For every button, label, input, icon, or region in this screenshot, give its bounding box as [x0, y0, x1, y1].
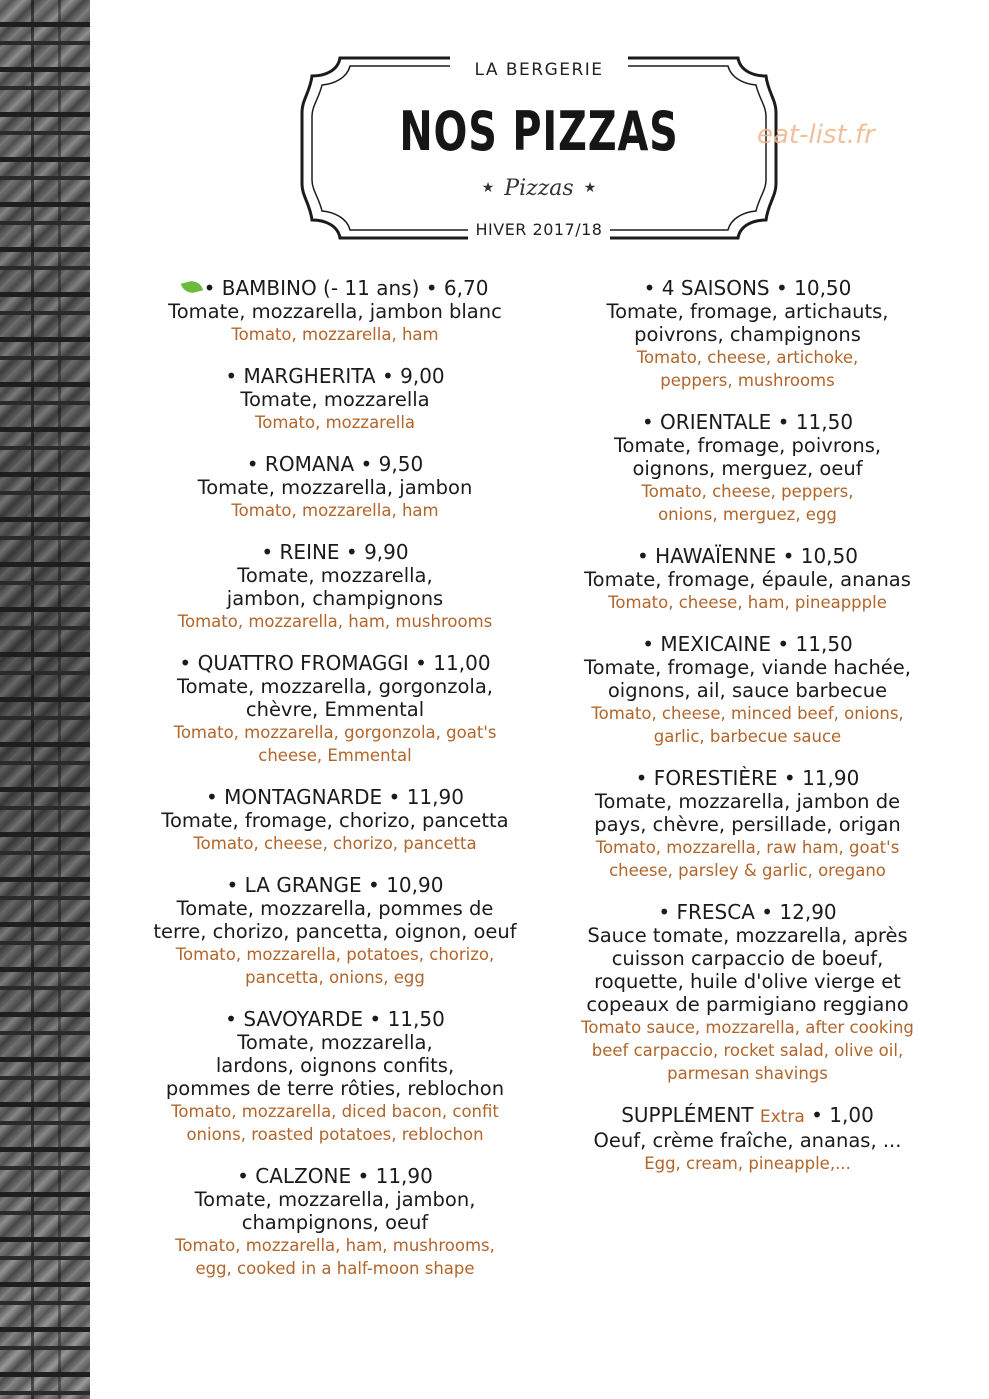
menu-item [140, 1007, 530, 1146]
menu-item [555, 410, 940, 526]
menu-item-description: oignons, merguez, oeuf [632, 457, 863, 480]
menu-item-description: Tomate, mozzarella, jambon de [594, 790, 901, 813]
menu-item-name [140, 276, 530, 300]
menu-item-title: • BAMBINO (- 11 ans) • 6,70 [203, 276, 489, 300]
menu-item-name [555, 544, 940, 568]
menu-item-description: Sauce tomate, mozzarella, après [587, 924, 908, 947]
menu-item-translation: Tomato, mozzarella, potatoes, chorizo, [175, 945, 495, 964]
menu-item-title: • CALZONE • 11,90 [237, 1164, 433, 1188]
supplement-extra: Extra [759, 1107, 805, 1127]
menu-item [140, 452, 530, 522]
menu-item-name [140, 1164, 530, 1188]
menu-item-translation: Tomato, cheese, ham, pineappple [608, 593, 887, 612]
menu-item-title: • MONTAGNARDE • 11,90 [206, 785, 464, 809]
menu-item-description: chèvre, Emmental [245, 698, 425, 721]
menu-item-name [555, 410, 940, 434]
restaurant-name: LA BERGERIE [474, 60, 604, 80]
star-icon: ★ [583, 180, 597, 196]
menu-item-description: copeaux de parmigiano reggiano [586, 993, 909, 1016]
menu-item-translation: Tomato, mozzarella, ham [231, 501, 439, 520]
menu-item-description: Tomate, mozzarella, jambon [197, 476, 473, 499]
leaf-icon [180, 279, 202, 296]
menu-item-description: Tomate, mozzarella, [237, 1031, 433, 1054]
menu-item-description: Tomate, mozzarella [240, 388, 430, 411]
menu-item-name [140, 540, 530, 564]
menu-item-name [555, 900, 940, 924]
menu-item-name [140, 785, 530, 809]
menu-item-description: jambon, champignons [226, 587, 444, 610]
menu-item-translation: Tomato, mozzarella, raw ham, goat's [595, 838, 900, 857]
menu-item-translation: Tomato, mozzarella, gorgonzola, goat's [173, 723, 497, 742]
menu-item-name [140, 651, 530, 675]
menu-item [140, 364, 530, 434]
season-label: HIVER 2017/18 [475, 220, 603, 239]
menu-item-translation: cheese, Emmental [258, 746, 412, 765]
menu-item-title: • ORIENTALE • 11,50 [641, 410, 854, 434]
menu-item-description: cuisson carpaccio de boeuf, [611, 947, 884, 970]
menu-item-translation: egg, cooked in a half-moon shape [195, 1259, 475, 1278]
menu-item-name [555, 632, 940, 656]
menu-item-translation: Tomato, cheese, peppers, [641, 482, 854, 501]
menu-item-title: • REINE • 9,90 [261, 540, 409, 564]
menu-item-description: poivrons, champignons [634, 323, 861, 346]
menu-item-translation: pancetta, onions, egg [245, 968, 425, 987]
menu-item-description: terre, chorizo, pancetta, oignon, oeuf [153, 920, 517, 943]
menu-item-translation: beef carpaccio, rocket salad, olive oil, [591, 1041, 904, 1060]
menu-item-title: • HAWAÏENNE • 10,50 [636, 544, 858, 568]
menu-item [140, 873, 530, 989]
menu-item [140, 1164, 530, 1280]
menu-item-description: pays, chèvre, persillade, origan [594, 813, 901, 836]
supplement-label: SUPPLÉMENT [621, 1103, 754, 1127]
menu-item-translation: Tomato, mozzarella, ham [231, 325, 439, 344]
menu-item-name [555, 276, 940, 300]
menu-item-translation: Tomato, mozzarella, diced bacon, confit [171, 1102, 499, 1121]
menu-item-translation: parmesan shavings [667, 1064, 828, 1083]
script-label: Pizzas [504, 176, 574, 201]
supplement-translation: Egg, cream, pineapple,... [644, 1154, 851, 1173]
menu-item-description: oignons, ail, sauce barbecue [607, 679, 888, 702]
menu-item-title: • MARGHERITA • 9,00 [225, 364, 445, 388]
menu-item-description: Tomate, mozzarella, jambon blanc [168, 300, 502, 323]
menu-item-translation: garlic, barbecue sauce [653, 727, 842, 746]
menu-item-name [555, 766, 940, 790]
menu-item [555, 276, 940, 392]
menu-item [140, 785, 530, 855]
menu-item-translation: Tomato, mozzarella, ham, mushrooms [177, 612, 493, 631]
menu-item-title: • ROMANA • 9,50 [246, 452, 424, 476]
supplement-price: • 1,00 [811, 1103, 874, 1127]
menu-item-title: • MEXICAINE • 11,50 [642, 632, 853, 656]
menu-item-translation: Tomato, cheese, minced beef, onions, [591, 704, 904, 723]
page-title: NOS PIZZAS [399, 100, 679, 163]
menu-item-description: Tomate, fromage, viande hachée, [583, 656, 912, 679]
menu-item-title: • FORESTIÈRE • 11,90 [635, 766, 860, 790]
menu-item-translation: Tomato, mozzarella [254, 413, 416, 432]
star-icon: ★ [481, 180, 495, 196]
supplement-item [555, 1103, 940, 1175]
script-subtitle [300, 176, 778, 201]
menu-column-right [555, 276, 940, 1193]
menu-item [140, 540, 530, 633]
menu-item-translation: onions, roasted potatoes, reblochon [186, 1125, 484, 1144]
menu-item [555, 632, 940, 748]
menu-item-title: • SAVOYARDE • 11,50 [225, 1007, 445, 1031]
menu-item-name [140, 364, 530, 388]
menu-item-translation: peppers, mushrooms [660, 371, 835, 390]
menu-item [555, 766, 940, 882]
menu-item-translation: cheese, parsley & garlic, oregano [609, 861, 886, 880]
menu-item-description: Tomate, fromage, chorizo, pancetta [161, 809, 509, 832]
menu-item-description: roquette, huile d'olive vierge et [594, 970, 901, 993]
menu-item-translation: Tomato, cheese, artichoke, [636, 348, 859, 367]
menu-item [140, 276, 530, 346]
watermark: eat-list.fr [757, 120, 875, 150]
menu-item-description: Tomate, mozzarella, jambon, [194, 1188, 476, 1211]
menu-item-translation: Tomato, cheese, chorizo, pancetta [193, 834, 477, 853]
menu-item-description: Tomate, mozzarella, [237, 564, 433, 587]
menu-item-title: • 4 SAISONS • 10,50 [643, 276, 852, 300]
supplement-title [555, 1103, 940, 1129]
menu-item [555, 544, 940, 614]
menu-item-title: • FRESCA • 12,90 [658, 900, 837, 924]
menu-column-left [140, 276, 530, 1298]
menu-item-description: Tomate, fromage, artichauts, [606, 300, 889, 323]
menu-item-name [140, 1007, 530, 1031]
menu-item [555, 900, 940, 1085]
menu-item-translation: Tomato, mozzarella, ham, mushrooms, [175, 1236, 495, 1255]
menu-item-translation: onions, merguez, egg [658, 505, 837, 524]
menu-item-description: lardons, oignons confits, [215, 1054, 455, 1077]
menu-item-description: champignons, oeuf [241, 1211, 429, 1234]
menu-item-description: Tomate, mozzarella, pommes de [176, 897, 494, 920]
menu-item-description: pommes de terre rôties, reblochon [165, 1077, 505, 1100]
menu-item-title: • LA GRANGE • 10,90 [226, 873, 444, 897]
menu-item-description: Tomate, fromage, poivrons, [613, 434, 882, 457]
menu-item-description: Tomate, mozzarella, gorgonzola, [176, 675, 493, 698]
menu-item [140, 651, 530, 767]
menu-item-name [140, 452, 530, 476]
menu-item-translation: Tomato sauce, mozzarella, after cooking [581, 1018, 914, 1037]
menu-item-title: • QUATTRO FROMAGGI • 11,00 [179, 651, 491, 675]
supplement-description: Oeuf, crème fraîche, ananas, ... [593, 1129, 902, 1152]
menu-item-description: Tomate, fromage, épaule, ananas [584, 568, 911, 591]
menu-item-name [140, 873, 530, 897]
stone-wall-decoration [0, 0, 90, 1399]
